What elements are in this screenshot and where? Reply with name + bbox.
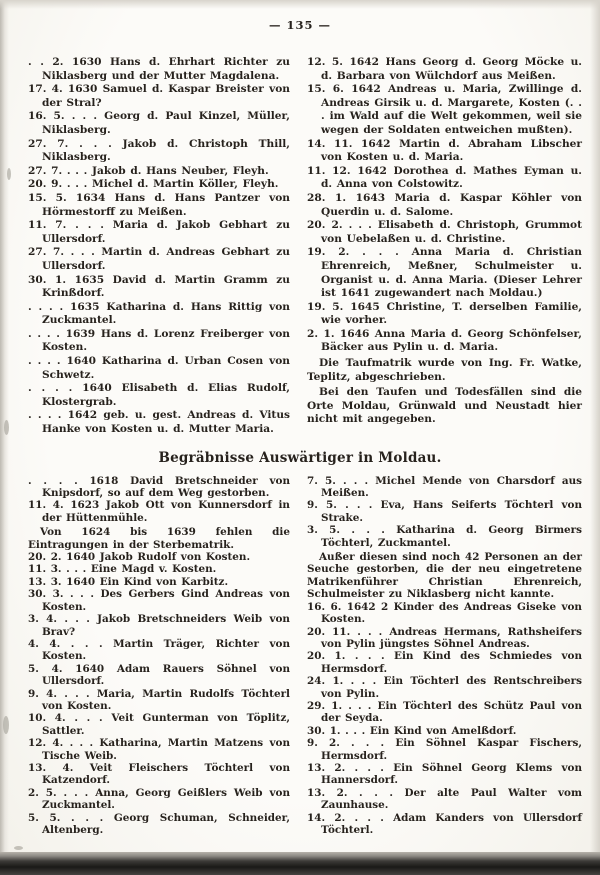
register-entry: 15. 6. 1642 Andreas u. Maria, Zwillinge d. Andreas Girsik u. d. Margarete, Kosten (. . . im Wald auf die Welt gekommen, weil sie wegen der Soldaten entweichen mußten). [307, 83, 582, 136]
scan-edge-top [0, 0, 600, 9]
baptisms-right-column [307, 56, 582, 437]
register-entry: 20. 11. . . . Andreas Hermans, Rathsheifers von Pylin jüngstes Söhnel Andreas. [307, 625, 582, 650]
register-entry: . . . . 1642 geb. u. gest. Andreas d. Vitus Hanke von Kosten u. d. Mutter Maria. [28, 409, 290, 436]
register-entry: 9. 4. . . . Maria, Martin Rudolfs Töchterl von Kosten. [28, 687, 290, 712]
note-paragraph: Die Taufmatrik wurde von Ing. Fr. Watke, Teplitz, abgeschrieben. [307, 357, 582, 383]
register-entry: . . . . 1640 Elisabeth d. Elias Rudolf, Klostergrab. [28, 382, 290, 408]
register-entry: . . . . 1640 Katharina d. Urban Cosen von Schwetz. [28, 355, 290, 381]
register-entry: 3. 5. . . . Katharina d. Georg Birmers Töchterl, Zuckmantel. [307, 524, 582, 549]
register-entry: 19. 2. . . . Anna Maria d. Christian Ehrenreich, Meßner, Schulmeister u. Organist u. d. Anna Maria. (Dieser Lehrer ist 1641 zugewandert nach Moldau.) [307, 246, 582, 300]
scan-edge-right [590, 0, 600, 852]
register-entry: 14. 11. 1642 Martin d. Abraham Libscher von Kosten u. d. Maria. [307, 137, 582, 164]
register-entry: 27. 7. . . . Jakob d. Christoph Thill, Niklasberg. [28, 137, 290, 164]
note-paragraph: Von 1624 bis 1639 fehlen die Eintragungen in der Sterbematrik. [28, 526, 290, 551]
register-entry: 20. 2. . . . Elisabeth d. Christoph, Grummot von Uebelaßen u. d. Christine. [307, 219, 582, 245]
register-entry: 19. 5. 1645 Christine, T. derselben Familie, wie vorher. [307, 300, 582, 327]
baptisms-section [0, 56, 600, 437]
burials-section [0, 475, 600, 837]
register-entry: 3. 4. . . . Jakob Bretschneiders Weib von Brav? [28, 613, 290, 638]
register-entry: 10. 4. . . . Veit Gunterman von Töplitz, Sattler. [28, 712, 290, 737]
register-entry: 13. 3. 1640 Ein Kind von Karbitz. [28, 575, 229, 588]
register-entry: 12. 4. . . . Katharina, Martin Matzens von Tische Weib. [28, 737, 290, 762]
register-entry: 4. 4. . . . Martin Träger, Richter von Kosten. [28, 637, 290, 663]
register-entry: . . . . 1618 David Bretschneider von Knipsdorf, so auf dem Weg gestorben. [28, 474, 290, 500]
register-entry: 11. 12. 1642 Dorothea d. Mathes Eyman u. d. Anna von Colstowitz. [307, 164, 582, 191]
register-entry: 13. 2. . . . Der alte Paul Walter vom Zaunhause. [307, 786, 582, 812]
note-paragraph: Außer diesen sind noch 42 Personen an der Seuche gestorben, die der neu eingetretene Matrikenführer Christian Ehrenreich, Schulmeister zu Niklasberg nicht kannte. [307, 551, 582, 601]
register-entry: 16. 5. . . . Georg d. Paul Kinzel, Müller, Niklasberg. [28, 110, 290, 136]
register-entry: 27. 7. . . . Jakob d. Hans Neuber, Fleyh. [28, 164, 269, 177]
register-entry: 30. 1. 1635 David d. Martin Gramm zu Krinßdorf. [28, 273, 290, 300]
page-number: — 135 — [268, 18, 331, 32]
register-entry: 11. 7. . . . Maria d. Jakob Gebhart zu Ullersdorf. [28, 219, 290, 245]
register-entry: 9. 5. . . . Eva, Hans Seiferts Töchterl von Strake. [307, 499, 582, 524]
register-entry: 5. 4. 1640 Adam Rauers Söhnel von Ullersdorf. [28, 662, 290, 688]
register-entry: 15. 5. 1634 Hans d. Hans Pantzer von Hörmestorff zu Meißen. [28, 191, 290, 218]
burials-left-column [28, 475, 290, 837]
register-entry: . . . . 1639 Hans d. Lorenz Freiberger von Kosten. [28, 327, 290, 354]
register-entry: 20. 9. . . . Michel d. Martin Köller, Fleyh. [28, 178, 279, 191]
register-entry: . . . . 1635 Katharina d. Hans Rittig von Zuckmantel. [28, 300, 290, 327]
register-entry: 11. 3. . . . Eine Magd v. Kosten. [28, 563, 217, 576]
register-entry: 28. 1. 1643 Maria d. Kaspar Köhler von Querdin u. d. Salome. [307, 191, 582, 218]
burials-section-heading: Begräbnisse Auswärtiger in Moldau. [158, 449, 442, 466]
register-entry: 20. 1. . . . Ein Kind des Schmiedes von Hermsdorf. [307, 650, 582, 675]
register-entry: 13. 4. Veit Fleischers Töchterl von Katzendorf. [28, 761, 290, 787]
register-entry: 16. 6. 1642 2 Kinder des Andreas Giseke von Kosten. [307, 600, 582, 626]
scan-artifact [3, 716, 9, 734]
burials-right-column [307, 475, 582, 837]
register-entry: 11. 4. 1623 Jakob Ott von Kunnersdorf in der Hüttenmühle. [28, 499, 290, 524]
register-entry: 29. 1. . . . Ein Töchterl des Schütz Paul von der Seyda. [307, 699, 582, 725]
note-paragraph: Bei den Taufen und Todesfällen sind die Orte Moldau, Grünwald und Neustadt hier nicht mit angegeben. [307, 386, 582, 426]
scan-artifact [7, 168, 11, 180]
register-entry: 12. 5. 1642 Hans Georg d. Georg Möcke u. d. Barbara von Wülchdorf aus Meißen. [307, 56, 582, 82]
scan-artifact [4, 420, 9, 435]
register-entry: 2. 1. 1646 Anna Maria d. Georg Schönfelser, Bäcker aus Pylin u. d. Maria. [307, 327, 582, 354]
register-entry: 24. 1. . . . Ein Töchterl des Rentschreibers von Pylin. [307, 675, 582, 700]
register-entry: 7. 5. . . . Michel Mende von Charsdorf aus Meißen. [307, 474, 582, 500]
register-entry: 30. 3. . . . Des Gerbers Gind Andreas von Kosten. [28, 588, 290, 613]
register-entry: 2. 5. . . . Anna, Georg Geißlers Weib von Zuckmantel. [28, 786, 290, 812]
register-entry: 17. 4. 1630 Samuel d. Kaspar Breister von der Stral? [28, 83, 290, 109]
register-entry: 5. 5. . . . Georg Schuman, Schneider, Altenberg. [28, 811, 290, 836]
register-entry: 30. 1. . . . Ein Kind von Amelßdorf. [307, 724, 517, 737]
register-entry: 27. 7. . . . Martin d. Andreas Gebhart zu Ullersdorf. [28, 246, 290, 272]
scan-artifact [14, 846, 23, 850]
baptisms-left-column [28, 56, 290, 437]
register-entry: 20. 2. 1640 Jakob Rudolf von Kosten. [28, 551, 251, 564]
register-entry: 13. 2. . . . Ein Söhnel Georg Klems von Hannersdorf. [307, 761, 582, 787]
register-entry: 9. 2. . . . Ein Söhnel Kaspar Fischers, Hermsdorf. [307, 737, 582, 762]
register-entry: . . 2. 1630 Hans d. Ehrhart Richter zu Niklasberg und der Mutter Magdalena. [28, 56, 290, 82]
scan-edge-bottom [0, 852, 600, 875]
register-entry: 14. 2. . . . Adam Kanders von Ullersdorf Töchterl. [307, 811, 582, 836]
